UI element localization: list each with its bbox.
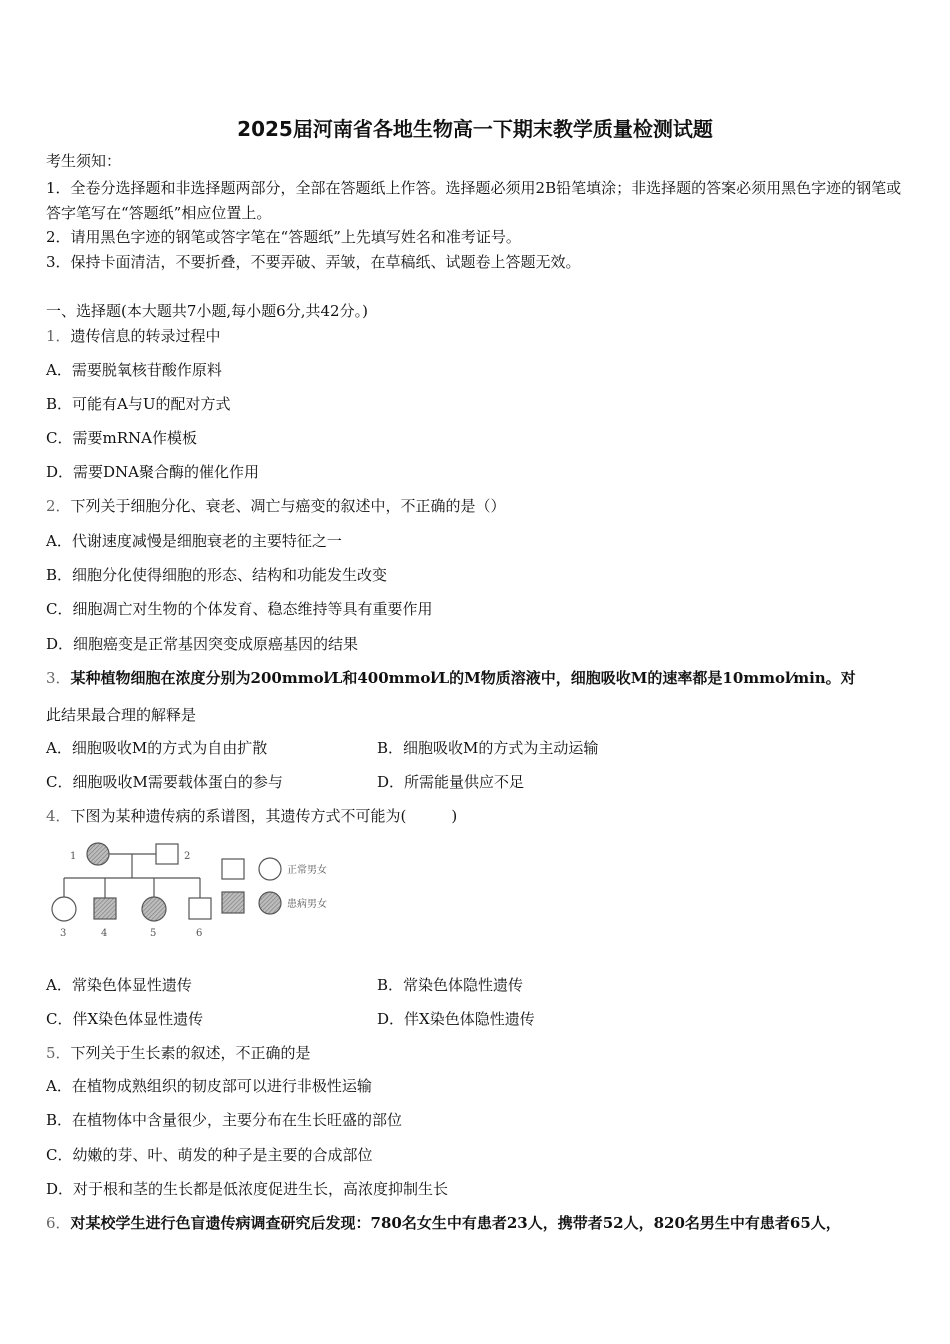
- question-stem: 下图为某种遗传病的系谱图，其遗传方式不可能为( ): [70, 807, 458, 825]
- individual-label-2: 2: [184, 851, 191, 862]
- individual-label-1: 1: [70, 851, 77, 862]
- q1-option-b: B．可能有A与U的配对方式: [46, 395, 231, 413]
- q2-option-b: B．细胞分化使得细胞的形态、结构和功能发生改变: [46, 566, 388, 584]
- question-number: 1．: [46, 327, 71, 345]
- pedigree-chart: [44, 836, 354, 946]
- affected-female-5: [142, 897, 166, 921]
- q2-option-d: D．细胞癌变是正常基因突变成原癌基因的结果: [46, 635, 359, 653]
- normal-male-6: [189, 898, 211, 919]
- legend-affected-label: 患病男女: [287, 899, 327, 910]
- q4-option-a: A．常染色体显性遗传: [46, 976, 192, 994]
- notice-item-2: 2．请用黑色字迹的钢笔或答字笔在“答题纸”上先填写姓名和准考证号。: [46, 228, 521, 246]
- q3-option-a: A．细胞吸收M的方式为自由扩散: [46, 739, 268, 757]
- q2-option-a: A．代谢速度减慢是细胞衰老的主要特征之一: [46, 532, 342, 550]
- q2-option-c: C．细胞凋亡对生物的个体发育、稳态维持等具有重要作用: [46, 600, 433, 618]
- section-heading: 一、选择题(本大题共7小题,每小题6分,共42分。): [46, 302, 368, 320]
- question-3-continued: 此结果最合理的解释是: [46, 706, 197, 724]
- normal-male-2: [156, 844, 178, 864]
- legend-affected-male: [222, 892, 244, 913]
- question-3: [46, 668, 910, 688]
- question-number: 4．: [46, 807, 71, 825]
- question-5: [46, 1043, 910, 1063]
- individual-label-4: 4: [101, 928, 108, 939]
- question-number: 5．: [46, 1044, 71, 1062]
- legend-normal-female: [259, 858, 281, 880]
- q3-option-c: C．细胞吸收M需要载体蛋白的参与: [46, 773, 283, 791]
- q4-option-c: C．伴X染色体显性遗传: [46, 1010, 204, 1028]
- notice-item-3: 3．保持卡面清洁，不要折叠，不要弄破、弄皱，在草稿纸、试题卷上答题无效。: [46, 253, 581, 271]
- question-2: [46, 496, 910, 516]
- affected-female-1: [87, 843, 109, 865]
- question-stem: 遗传信息的转录过程中: [70, 327, 221, 345]
- q3-option-d: D．所需能量供应不足: [377, 773, 525, 791]
- legend-affected-female: [259, 892, 281, 914]
- question-4: [46, 806, 910, 826]
- question-stem: 下列关于生长素的叙述，不正确的是: [70, 1044, 311, 1062]
- question-number: 2．: [46, 497, 71, 515]
- legend-normal-label: 正常男女: [287, 865, 327, 876]
- affected-male-4: [94, 898, 116, 919]
- q1-option-c: C．需要mRNA作模板: [46, 429, 197, 447]
- q3-option-b: B．细胞吸收M的方式为主动运输: [377, 739, 599, 757]
- notice-heading: 考生须知：: [46, 152, 122, 170]
- question-6: [46, 1213, 910, 1233]
- q5-option-b: B．在植物体中含量很少，主要分布在生长旺盛的部位: [46, 1111, 403, 1129]
- question-1: [46, 326, 910, 346]
- question-stem: 下列关于细胞分化、衰老、凋亡与癌变的叙述中，不正确的是（）: [70, 497, 506, 515]
- page-title: 2025届河南省各地生物高一下期末教学质量检测试题: [237, 117, 713, 141]
- q4-option-d: D．伴X染色体隐性遗传: [377, 1010, 535, 1028]
- question-stem: 对某校学生进行色盲遗传病调查研究后发现：780名女生中有患者23人，携带者52人，820名男生中有患者65人，: [70, 1214, 841, 1232]
- q1-option-a: A．需要脱氧核苷酸作原料: [46, 361, 222, 379]
- question-number: 3．: [46, 669, 71, 687]
- individual-label-3: 3: [60, 928, 67, 939]
- q5-option-a: A．在植物成熟组织的韧皮部可以进行非极性运输: [46, 1077, 372, 1095]
- question-number: 6．: [46, 1214, 71, 1232]
- question-stem: 某种植物细胞在浓度分别为200mmol⁄L和400mmol⁄L的M物质溶液中，细胞吸收M的速率都是10mmol⁄min。对: [70, 669, 856, 687]
- q4-option-b: B．常染色体隐性遗传: [377, 976, 524, 994]
- legend-normal-male: [222, 859, 244, 879]
- q5-option-d: D．对于根和茎的生长都是低浓度促进生长，高浓度抑制生长: [46, 1180, 449, 1198]
- normal-female-3: [52, 897, 76, 921]
- individual-label-5: 5: [150, 928, 157, 939]
- notice-item-1: 1．全卷分选择题和非选择题两部分，全部在答题纸上作答。选择题必须用2B铅笔填涂；非选择题的答案必须用黑色字迹的钢笔或答字笔写在“答题纸”相应位置上。: [46, 179, 902, 222]
- q1-option-d: D．需要DNA聚合酶的催化作用: [46, 463, 260, 481]
- individual-label-6: 6: [196, 928, 203, 939]
- q5-option-c: C．幼嫩的芽、叶、萌发的种子是主要的合成部位: [46, 1146, 373, 1164]
